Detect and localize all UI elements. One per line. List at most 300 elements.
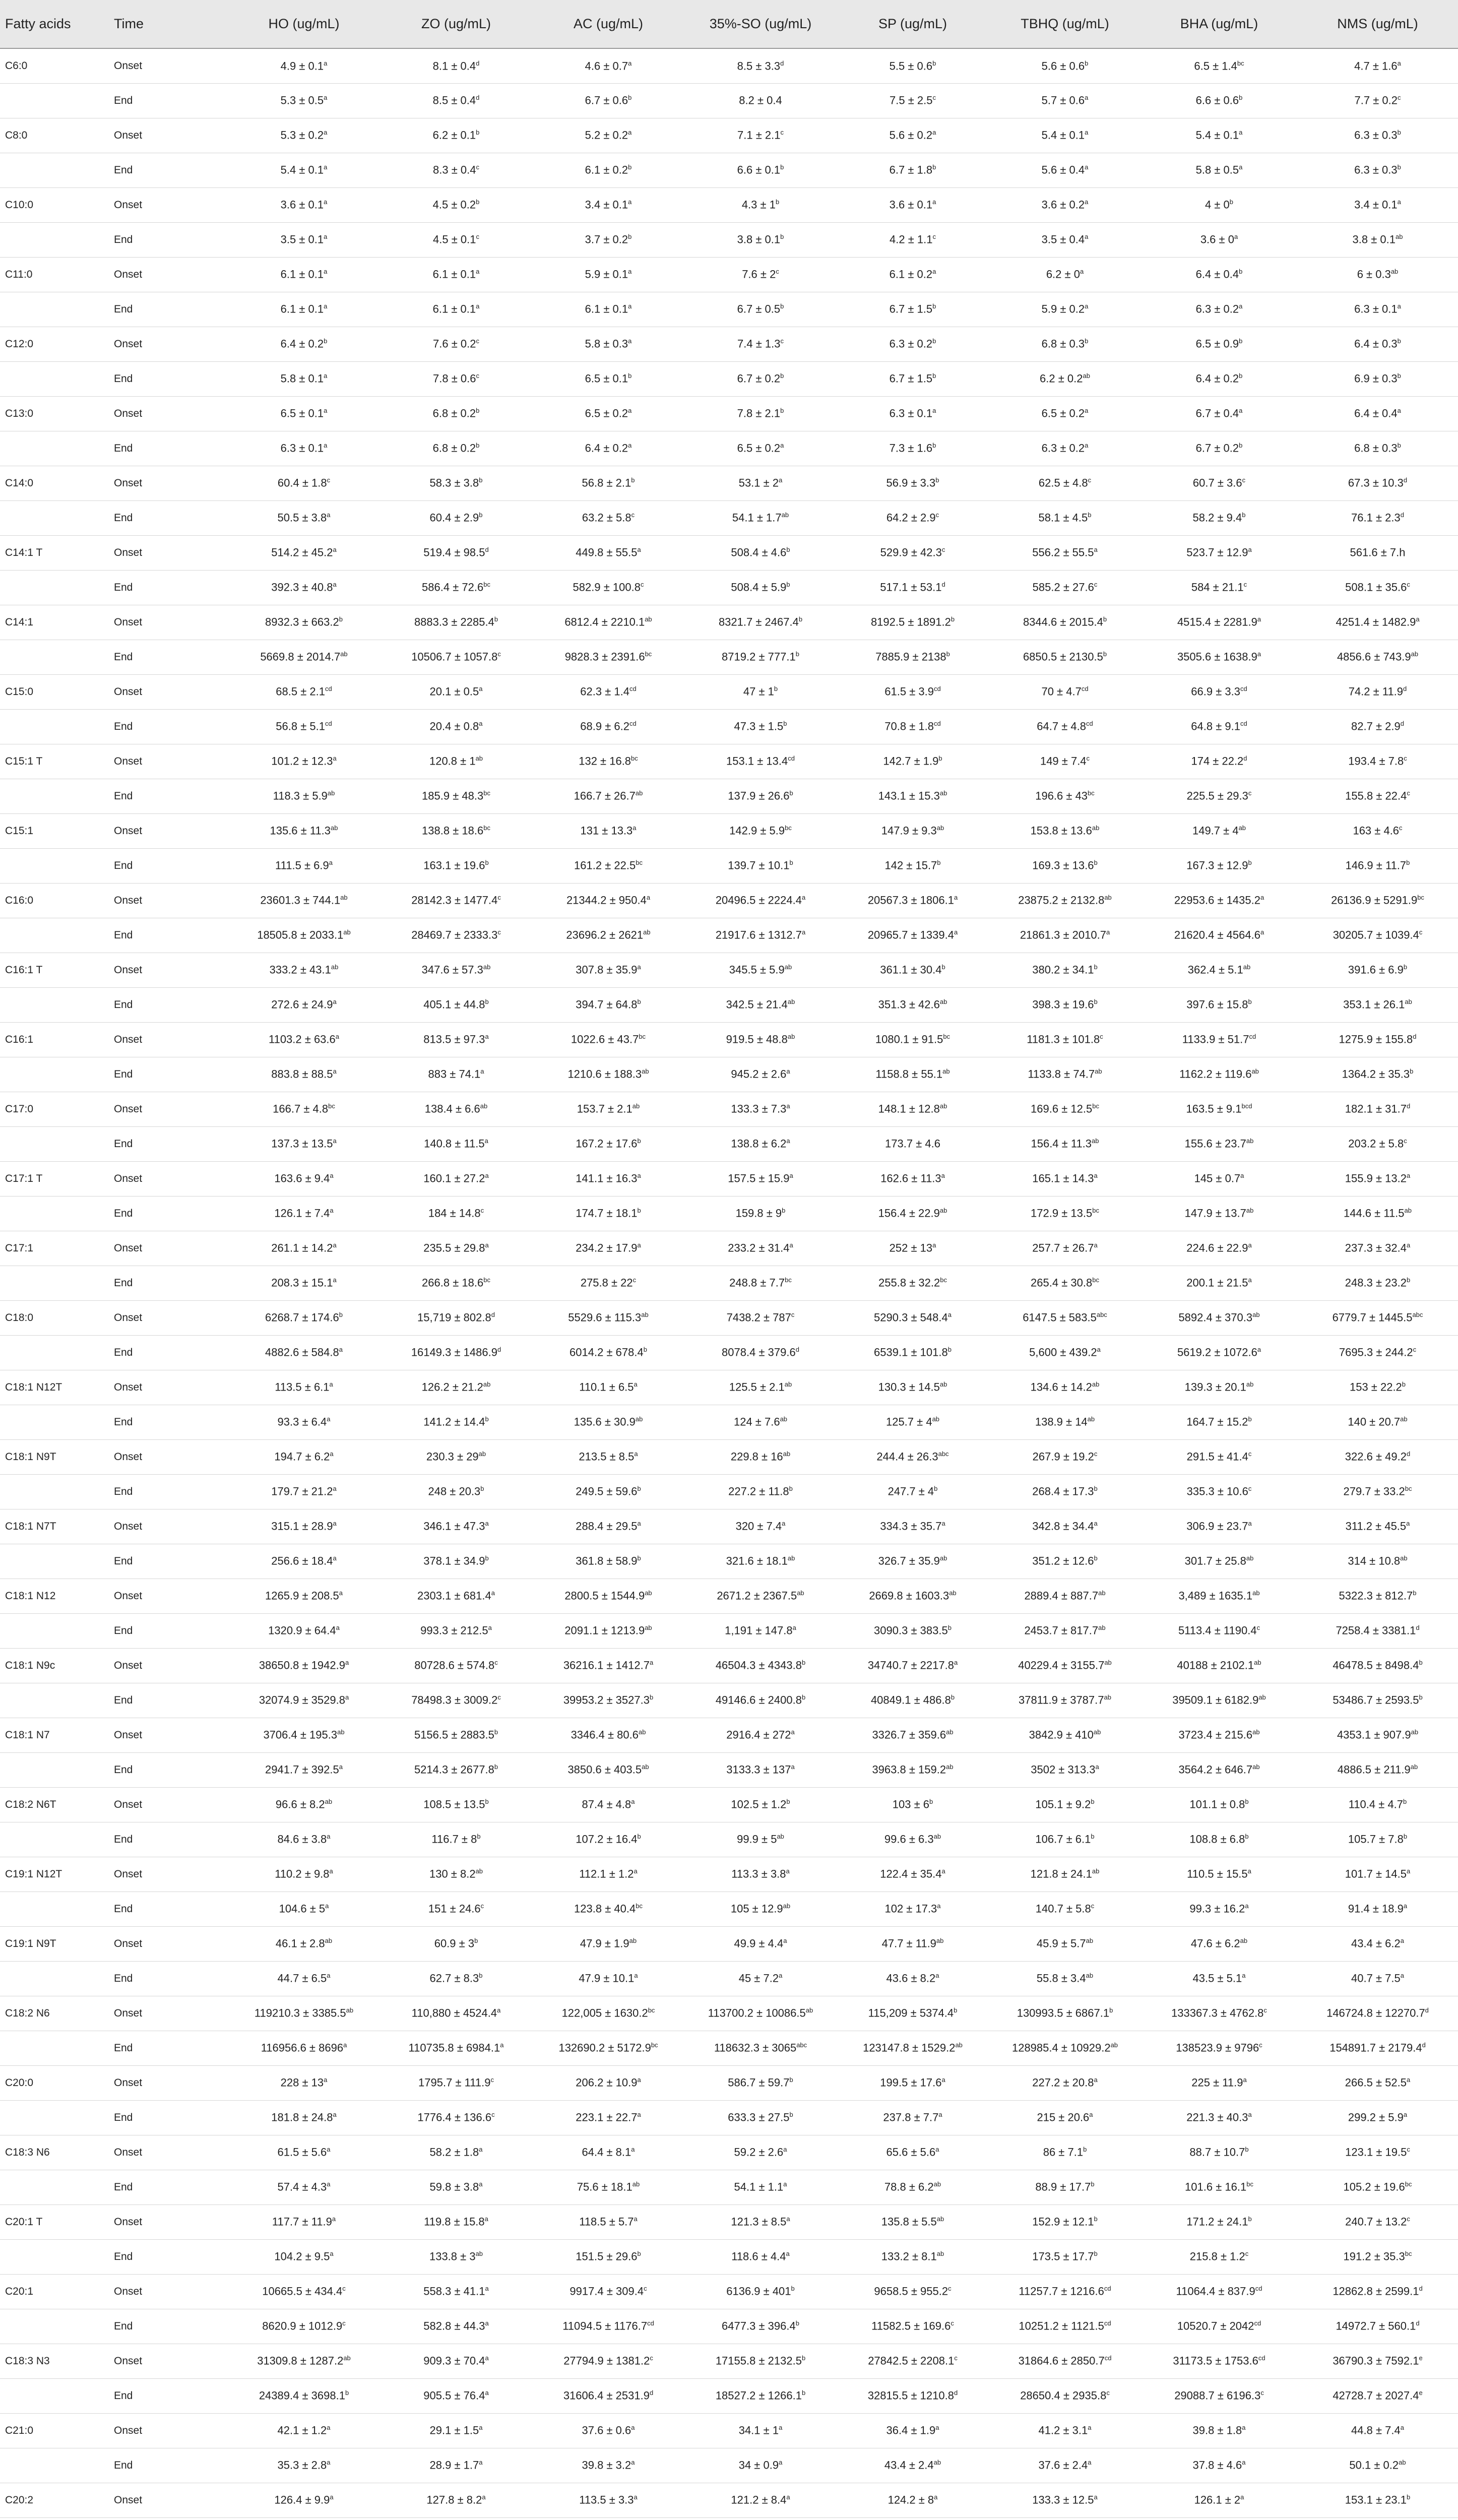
value-cell xyxy=(532,1300,684,1335)
value-cell xyxy=(684,744,837,779)
mean-sd-value: 237.8 ± 7.7 xyxy=(883,2111,939,2124)
value-cell xyxy=(228,674,380,709)
table-row xyxy=(0,1022,1458,1057)
value-cell xyxy=(989,1266,1141,1300)
fatty-acid-name xyxy=(0,500,108,535)
mean-sd-value: 256.6 ± 18.4 xyxy=(271,1554,333,1567)
value-cell xyxy=(532,2239,684,2274)
significance-letter: d xyxy=(1400,720,1404,728)
significance-letter: a xyxy=(1088,2459,1092,2467)
mean-sd-value: 121.8 ± 24.1 xyxy=(1030,1867,1092,1880)
mean-sd-value: 315.1 ± 28.9 xyxy=(271,1520,333,1533)
significance-letter: b xyxy=(485,998,489,1006)
fatty-acid-name xyxy=(0,361,108,396)
significance-letter: d xyxy=(1403,476,1408,484)
value-cell xyxy=(380,848,532,883)
value-cell xyxy=(228,466,380,500)
mean-sd-value: 7258.4 ± 3381.1 xyxy=(1336,1624,1416,1637)
significance-letter: a xyxy=(786,1102,790,1110)
significance-letter: a xyxy=(335,1033,339,1041)
significance-letter: a xyxy=(333,1067,337,1076)
mean-sd-value: 118.3 ± 5.9 xyxy=(273,789,328,802)
mean-sd-value: 6.4 ± 0.4 xyxy=(1195,268,1239,281)
significance-letter: c xyxy=(780,337,784,345)
value-cell xyxy=(989,883,1141,918)
mean-sd-value: 4.7 ± 1.6 xyxy=(1354,59,1398,72)
significance-letter: a xyxy=(329,1867,333,1875)
value-cell xyxy=(837,918,989,953)
mean-sd-value: 6.4 ± 0.4 xyxy=(1354,407,1398,420)
mean-sd-value: 56.8 ± 2.1 xyxy=(582,476,631,489)
significance-letter: b xyxy=(1397,163,1401,171)
table-row xyxy=(0,1509,1458,1544)
mean-sd-value: 6.3 ± 0.2 xyxy=(1041,442,1085,455)
table-row xyxy=(0,987,1458,1022)
header-tbhq: TBHQ (ug/mL) xyxy=(989,0,1141,48)
significance-letter: a xyxy=(1400,2424,1404,2432)
mean-sd-value: 4.5 ± 0.1 xyxy=(433,233,476,246)
mean-sd-value: 108.8 ± 6.8 xyxy=(1189,1833,1245,1846)
mean-sd-value: 135.8 ± 5.5 xyxy=(881,2215,937,2228)
significance-letter: ab xyxy=(327,789,335,797)
mean-sd-value: 151.5 ± 29.6 xyxy=(576,2250,638,2263)
mean-sd-value: 6.7 ± 0.6 xyxy=(585,94,628,107)
significance-letter: a xyxy=(935,2424,939,2432)
mean-sd-value: 206.2 ± 10.9 xyxy=(576,2076,638,2089)
mean-sd-value: 6.4 ± 0.2 xyxy=(280,337,324,350)
mean-sd-value: 3.6 ± 0 xyxy=(1200,233,1234,246)
value-cell xyxy=(837,1648,989,1683)
significance-letter: a xyxy=(485,1033,489,1041)
significance-letter: ab xyxy=(480,1102,488,1110)
mean-sd-value: 154891.7 ± 2179.4 xyxy=(1329,2041,1422,2054)
significance-letter: ab xyxy=(783,1902,791,1910)
mean-sd-value: 6.3 ± 0.3 xyxy=(1354,163,1398,176)
significance-letter: c xyxy=(497,1693,501,1702)
value-cell xyxy=(684,1439,837,1474)
table-row xyxy=(0,2517,1458,2520)
fatty-acid-name: C18:1 N12T xyxy=(0,1370,108,1405)
table-row xyxy=(0,1996,1458,2031)
value-cell xyxy=(1297,1266,1458,1300)
significance-letter: b xyxy=(789,2076,793,2084)
value-cell xyxy=(380,83,532,118)
value-cell xyxy=(1297,1613,1458,1648)
value-cell xyxy=(989,744,1141,779)
mean-sd-value: 225.5 ± 29.3 xyxy=(1186,789,1248,802)
significance-letter: b xyxy=(789,859,793,867)
mean-sd-value: 6.7 ± 1.5 xyxy=(889,302,933,316)
mean-sd-value: 34 ± 0.9 xyxy=(738,2459,779,2472)
mean-sd-value: 140 ± 20.7 xyxy=(1348,1415,1401,1428)
significance-letter: a xyxy=(1085,233,1089,241)
mean-sd-value: 99.3 ± 16.2 xyxy=(1189,1902,1245,1915)
significance-letter: c xyxy=(1397,94,1401,102)
value-cell xyxy=(228,1579,380,1613)
mean-sd-value: 3564.2 ± 646.7 xyxy=(1178,1763,1253,1776)
value-cell xyxy=(228,1231,380,1266)
value-cell xyxy=(837,605,989,640)
mean-sd-value: 21861.3 ± 2010.7 xyxy=(1020,928,1106,941)
value-cell xyxy=(1141,1092,1297,1126)
significance-letter: ab xyxy=(346,2006,354,2014)
value-cell xyxy=(1297,431,1458,466)
value-cell xyxy=(1141,1057,1297,1092)
value-cell xyxy=(228,292,380,327)
significance-letter: b xyxy=(628,372,632,380)
value-cell xyxy=(989,640,1141,674)
value-cell xyxy=(532,2065,684,2100)
mean-sd-value: 213.5 ± 8.5 xyxy=(579,1450,635,1463)
mean-sd-value: 3723.4 ± 215.6 xyxy=(1178,1728,1253,1741)
value-cell xyxy=(1141,1231,1297,1266)
significance-letter: b xyxy=(774,685,778,693)
mean-sd-value: 993.3 ± 212.5 xyxy=(420,1624,488,1637)
significance-letter: ab xyxy=(340,894,348,902)
significance-letter: ab xyxy=(1246,1380,1254,1389)
mean-sd-value: 122,005 ± 1630.2 xyxy=(561,2006,648,2020)
significance-letter: bcd xyxy=(1241,1102,1252,1110)
significance-letter: a xyxy=(1097,1346,1101,1354)
fatty-acid-name xyxy=(0,2309,108,2344)
value-cell xyxy=(380,1370,532,1405)
value-cell xyxy=(380,2170,532,2204)
significance-letter: abc xyxy=(1096,1311,1107,1319)
time-point: End xyxy=(108,1822,228,1857)
value-cell xyxy=(837,2239,989,2274)
value-cell xyxy=(380,1335,532,1370)
mean-sd-value: 6.2 ± 0.1 xyxy=(432,129,476,142)
significance-letter: a xyxy=(1085,198,1089,206)
value-cell xyxy=(532,292,684,327)
mean-sd-value: 131 ± 13.3 xyxy=(580,824,633,837)
mean-sd-value: 106.7 ± 6.1 xyxy=(1035,1833,1091,1846)
significance-letter: c xyxy=(640,581,644,589)
value-cell xyxy=(989,2065,1141,2100)
value-cell xyxy=(1297,1996,1458,2031)
significance-letter: a xyxy=(327,1972,331,1980)
value-cell xyxy=(1297,640,1458,674)
significance-letter: cd xyxy=(933,685,941,693)
header-ac: AC (ug/mL) xyxy=(532,0,684,48)
time-point: Onset xyxy=(108,2413,228,2448)
value-cell xyxy=(228,1996,380,2031)
significance-letter: bc xyxy=(1417,894,1424,902)
mean-sd-value: 124 ± 7.6 xyxy=(733,1415,780,1428)
mean-sd-value: 36790.3 ± 7592.1 xyxy=(1333,2354,1419,2367)
significance-letter: a xyxy=(1234,233,1238,241)
significance-letter: c xyxy=(491,2111,495,2119)
mean-sd-value: 127.8 ± 8.2 xyxy=(426,2493,482,2506)
significance-letter: d xyxy=(954,2389,958,2397)
mean-sd-value: 121.2 ± 8.4 xyxy=(731,2493,787,2506)
mean-sd-value: 31173.5 ± 1753.6 xyxy=(1173,2354,1258,2367)
significance-letter: a xyxy=(1260,894,1264,902)
value-cell xyxy=(1141,605,1297,640)
value-cell xyxy=(989,2135,1141,2170)
significance-letter: b xyxy=(795,650,799,658)
fatty-acid-name xyxy=(0,1335,108,1370)
mean-sd-value: 227.2 ± 20.8 xyxy=(1032,2076,1094,2089)
significance-letter: a xyxy=(637,2076,641,2084)
value-cell xyxy=(684,1961,837,1996)
value-cell xyxy=(532,1474,684,1509)
mean-sd-value: 118632.3 ± 3065 xyxy=(714,2041,797,2054)
mean-sd-value: 3346.4 ± 80.6 xyxy=(570,1728,639,1741)
mean-sd-value: 4882.6 ± 584.8 xyxy=(265,1346,339,1359)
value-cell xyxy=(532,1509,684,1544)
value-cell xyxy=(380,1196,532,1231)
significance-letter: a xyxy=(333,998,337,1006)
value-cell xyxy=(989,2274,1141,2309)
mean-sd-value: 86 ± 7.1 xyxy=(1043,2146,1084,2159)
significance-letter: a xyxy=(783,2180,787,2188)
value-cell xyxy=(837,2274,989,2309)
value-cell xyxy=(380,987,532,1022)
value-cell xyxy=(989,361,1141,396)
significance-letter: b xyxy=(637,2250,641,2258)
significance-letter: c xyxy=(950,2319,954,2327)
mean-sd-value: 45 ± 7.2 xyxy=(738,1972,779,1985)
significance-letter: c xyxy=(476,233,479,241)
header-fatty-acids: Fatty acids xyxy=(0,0,108,48)
mean-sd-value: 118.5 ± 5.7 xyxy=(579,2215,634,2228)
significance-letter: a xyxy=(1260,928,1264,936)
significance-letter: c xyxy=(932,94,936,102)
mean-sd-value: 255.8 ± 32.2 xyxy=(878,1276,940,1289)
significance-letter: ab xyxy=(1246,1207,1254,1215)
significance-letter: ab xyxy=(1252,1763,1260,1771)
fatty-acid-name xyxy=(0,2170,108,2204)
significance-letter: ab xyxy=(936,2250,944,2258)
significance-letter: a xyxy=(1406,1241,1411,1249)
mean-sd-value: 5619.2 ± 1072.6 xyxy=(1177,1346,1257,1359)
mean-sd-value: 221.3 ± 40.3 xyxy=(1186,2111,1248,2124)
significance-letter: c xyxy=(1404,754,1407,763)
significance-letter: bc xyxy=(636,1902,643,1910)
mean-sd-value: 169.6 ± 12.5 xyxy=(1031,1102,1093,1115)
value-cell xyxy=(532,535,684,570)
value-cell xyxy=(1297,1892,1458,1926)
value-cell xyxy=(1141,257,1297,292)
significance-letter: c xyxy=(1094,1450,1098,1458)
significance-letter: b xyxy=(637,1207,641,1215)
significance-letter: a xyxy=(1239,129,1243,137)
mean-sd-value: 6779.7 ± 1445.5 xyxy=(1332,1311,1413,1324)
mean-sd-value: 24389.4 ± 3698.1 xyxy=(259,2389,345,2402)
mean-sd-value: 4 ± 0 xyxy=(1205,198,1230,211)
value-cell xyxy=(1141,744,1297,779)
value-cell xyxy=(684,848,837,883)
time-point: Onset xyxy=(108,1579,228,1613)
fatty-acid-name: C20:0 xyxy=(0,2065,108,2100)
mean-sd-value: 126.1 ± 7.4 xyxy=(274,1207,330,1220)
value-cell xyxy=(837,953,989,987)
value-cell xyxy=(684,883,837,918)
significance-letter: cd xyxy=(629,720,637,728)
fatty-acid-name xyxy=(0,1892,108,1926)
table-row xyxy=(0,1161,1458,1196)
significance-letter: b xyxy=(1242,511,1246,519)
mean-sd-value: 123.1 ± 19.5 xyxy=(1345,2146,1407,2159)
mean-sd-value: 179.7 ± 21.2 xyxy=(271,1485,333,1498)
mean-sd-value: 3.7 ± 0.2 xyxy=(585,233,628,246)
time-point: End xyxy=(108,2378,228,2413)
value-cell xyxy=(989,1474,1141,1509)
mean-sd-value: 181.8 ± 24.8 xyxy=(271,2111,333,2124)
significance-letter: e xyxy=(1419,2389,1423,2397)
value-cell xyxy=(989,848,1141,883)
value-cell xyxy=(228,1022,380,1057)
significance-letter: b xyxy=(946,650,950,658)
mean-sd-value: 508.4 ± 4.6 xyxy=(731,546,787,559)
mean-sd-value: 44.7 ± 6.5 xyxy=(277,1972,327,1985)
value-cell xyxy=(989,1892,1141,1926)
value-cell xyxy=(532,2448,684,2483)
value-cell xyxy=(228,1544,380,1579)
value-cell xyxy=(1141,709,1297,744)
value-cell xyxy=(532,2204,684,2239)
value-cell xyxy=(228,779,380,813)
table-row xyxy=(0,2100,1458,2135)
value-cell xyxy=(837,1022,989,1057)
value-cell xyxy=(228,118,380,153)
significance-letter: c xyxy=(1091,1902,1095,1910)
significance-letter: ab xyxy=(1095,1067,1102,1076)
fatty-acid-name xyxy=(0,640,108,674)
significance-letter: bc xyxy=(648,2006,655,2014)
significance-letter: b xyxy=(479,511,483,519)
significance-letter: a xyxy=(500,2041,504,2049)
value-cell xyxy=(1141,1196,1297,1231)
value-cell xyxy=(989,674,1141,709)
significance-letter: b xyxy=(1239,268,1243,276)
value-cell xyxy=(1141,2448,1297,2483)
mean-sd-value: 18505.8 ± 2033.1 xyxy=(257,928,344,941)
mean-sd-value: 8.2 ± 0.4 xyxy=(739,94,782,107)
value-cell xyxy=(1141,1161,1297,1196)
value-cell xyxy=(684,466,837,500)
significance-letter: ab xyxy=(1410,1763,1418,1771)
value-cell xyxy=(684,187,837,222)
table-body xyxy=(0,48,1458,2520)
value-cell xyxy=(1297,2309,1458,2344)
value-cell xyxy=(532,1579,684,1613)
value-cell xyxy=(380,570,532,605)
significance-letter: a xyxy=(632,824,637,832)
mean-sd-value: 5.6 ± 0.2 xyxy=(889,129,933,142)
significance-letter: d xyxy=(1400,511,1404,519)
value-cell xyxy=(532,396,684,431)
value-cell xyxy=(1141,1996,1297,2031)
mean-sd-value: 142 ± 15.7 xyxy=(884,859,937,872)
significance-letter: b xyxy=(932,163,936,171)
value-cell xyxy=(837,2344,989,2378)
significance-letter: c xyxy=(1399,824,1403,832)
significance-letter: a xyxy=(791,1728,795,1736)
significance-letter: c xyxy=(1088,476,1092,484)
value-cell xyxy=(1297,2031,1458,2065)
significance-letter: a xyxy=(1085,302,1089,310)
significance-letter: b xyxy=(1403,1833,1408,1841)
value-cell xyxy=(380,883,532,918)
significance-letter: ab xyxy=(936,2215,944,2223)
mean-sd-value: 248.3 ± 23.2 xyxy=(1345,1276,1407,1289)
significance-letter: ab xyxy=(645,1624,652,1632)
significance-letter: b xyxy=(1410,1067,1414,1076)
mean-sd-value: 135.6 ± 30.9 xyxy=(574,1415,636,1428)
significance-letter: c xyxy=(1413,1346,1417,1354)
mean-sd-value: 14972.7 ± 560.1 xyxy=(1336,2319,1416,2333)
fatty-acid-name: C19:1 N12T xyxy=(0,1857,108,1892)
value-cell xyxy=(1141,1405,1297,1439)
significance-letter: c xyxy=(494,1659,498,1667)
mean-sd-value: 5.8 ± 0.1 xyxy=(280,372,324,385)
significance-letter: b xyxy=(941,963,945,971)
mean-sd-value: 11064.4 ± 837.9 xyxy=(1176,2285,1255,2298)
mean-sd-value: 7695.3 ± 244.2 xyxy=(1339,1346,1413,1359)
value-cell xyxy=(684,257,837,292)
significance-letter: a xyxy=(1403,2111,1408,2119)
significance-letter: b xyxy=(780,372,784,380)
mean-sd-value: 556.2 ± 55.5 xyxy=(1032,546,1094,559)
value-cell xyxy=(380,953,532,987)
table-row xyxy=(0,1544,1458,1579)
value-cell xyxy=(380,1613,532,1648)
significance-letter: a xyxy=(485,1172,489,1180)
mean-sd-value: 586.7 ± 59.7 xyxy=(728,2076,790,2089)
value-cell xyxy=(228,2065,380,2100)
value-cell xyxy=(1141,2274,1297,2309)
value-cell xyxy=(532,2170,684,2204)
significance-letter: d xyxy=(1416,1624,1420,1632)
table-row xyxy=(0,918,1458,953)
mean-sd-value: 126.1 ± 2 xyxy=(1194,2493,1241,2506)
table-row xyxy=(0,222,1458,257)
mean-sd-value: 46.1 ± 2.8 xyxy=(275,1937,325,1950)
significance-letter: a xyxy=(938,2111,942,2119)
fatty-acid-name: C8:0 xyxy=(0,118,108,153)
mean-sd-value: 3133.3 ± 137 xyxy=(726,1763,791,1776)
time-point: End xyxy=(108,2309,228,2344)
significance-letter: a xyxy=(1088,2424,1092,2432)
mean-sd-value: 55.8 ± 3.4 xyxy=(1036,1972,1086,1985)
value-cell xyxy=(228,1683,380,1718)
significance-letter: ab xyxy=(331,963,339,971)
value-cell xyxy=(989,1509,1141,1544)
mean-sd-value: 153.1 ± 23.1 xyxy=(1345,2493,1407,2506)
significance-letter: d xyxy=(649,2389,654,2397)
significance-letter: d xyxy=(941,581,945,589)
mean-sd-value: 35.3 ± 2.8 xyxy=(277,2459,327,2472)
table-row xyxy=(0,1057,1458,1092)
value-cell xyxy=(380,222,532,257)
table-row xyxy=(0,1787,1458,1822)
significance-letter: ab xyxy=(642,1067,649,1076)
value-cell xyxy=(380,1579,532,1613)
significance-letter: b xyxy=(932,337,936,345)
mean-sd-value: 1265.9 ± 208.5 xyxy=(265,1589,339,1602)
significance-letter: b xyxy=(1091,1798,1095,1806)
value-cell xyxy=(989,570,1141,605)
value-cell xyxy=(837,431,989,466)
mean-sd-value: 155.9 ± 13.2 xyxy=(1345,1172,1407,1185)
mean-sd-value: 155.8 ± 22.4 xyxy=(1345,789,1407,802)
significance-letter: b xyxy=(1239,94,1243,102)
significance-letter: a xyxy=(932,1241,936,1249)
value-cell xyxy=(684,2170,837,2204)
mean-sd-value: 3.8 ± 0.1 xyxy=(1352,233,1396,246)
